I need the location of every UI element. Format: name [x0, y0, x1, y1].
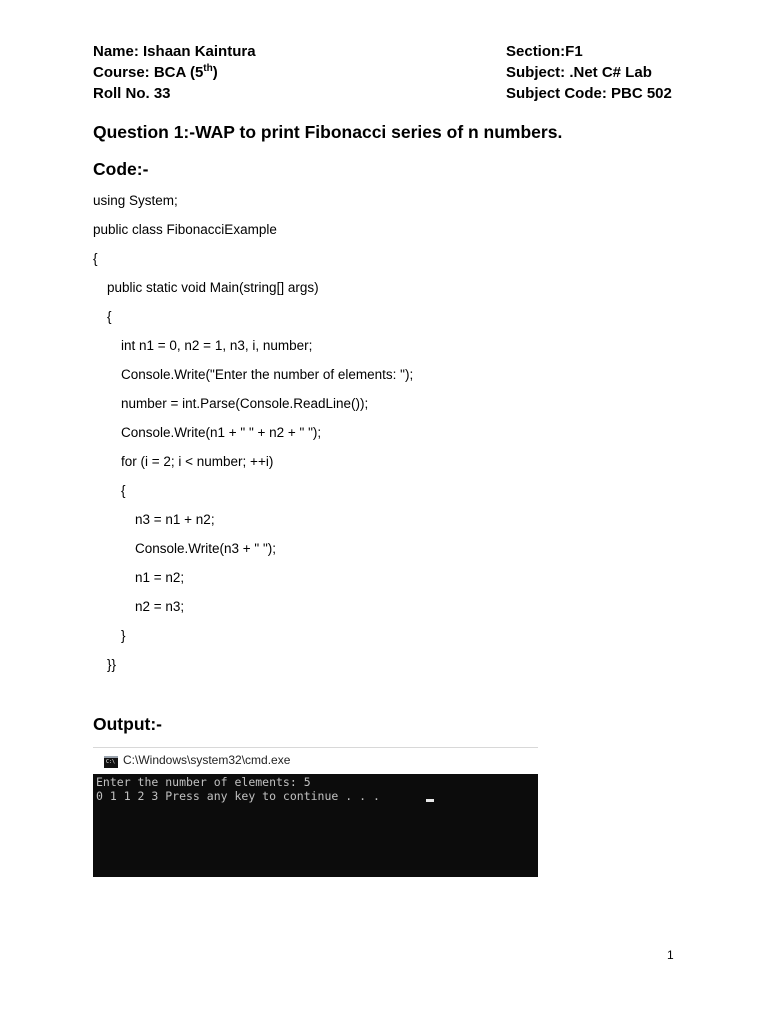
- subject: Subject: .Net C# Lab: [506, 64, 652, 81]
- code-line: public class FibonacciExample: [93, 222, 277, 237]
- code-line: using System;: [93, 193, 178, 208]
- code-line: for (i = 2; i < number; ++i): [121, 454, 274, 469]
- question-title: Question 1:-WAP to print Fibonacci series of n numbers.: [93, 122, 563, 142]
- code-line: }: [121, 628, 126, 643]
- section: Section:F1: [506, 43, 583, 60]
- code-line: n1 = n2;: [135, 570, 185, 585]
- course-prefix: Course: BCA (5: [93, 64, 204, 81]
- student-name: Name: Ishaan Kaintura: [93, 43, 256, 60]
- code-heading: Code:-: [93, 159, 149, 179]
- console-titlebar: [93, 747, 538, 774]
- page-number: 1: [667, 948, 674, 962]
- code-line: Console.Write("Enter the number of elements: ");: [121, 367, 414, 382]
- code-line: {: [93, 251, 98, 266]
- code-line: public static void Main(string[] args): [107, 280, 319, 295]
- code-line: Console.Write(n3 + " ");: [135, 541, 277, 556]
- code-line: }}: [107, 657, 117, 672]
- code-line: int n1 = 0, n2 = 1, n3, i, number;: [121, 338, 313, 353]
- code-line: n3 = n1 + n2;: [135, 512, 215, 527]
- code-line: Console.Write(n1 + " " + n2 + " ");: [121, 425, 322, 440]
- subject-code: Subject Code: PBC 502: [506, 85, 672, 102]
- code-line: number = int.Parse(Console.ReadLine());: [121, 396, 369, 411]
- header-row-1: [93, 43, 693, 65]
- console-output-line: Enter the number of elements: 5: [96, 775, 311, 789]
- console-title: C:\Windows\system32\cmd.exe: [123, 753, 291, 767]
- header-row-3: [93, 85, 693, 107]
- console-cursor: [426, 799, 434, 802]
- console-output-line: 0 1 1 2 3 Press any key to continue . . .: [96, 789, 380, 803]
- code-line: {: [107, 309, 112, 324]
- console-window-screenshot: [93, 747, 538, 877]
- course-superscript: th: [203, 63, 213, 74]
- course: [93, 64, 218, 81]
- roll-number: Roll No. 33: [93, 85, 171, 102]
- code-line: {: [121, 483, 126, 498]
- header-row-2: [93, 64, 693, 86]
- cmd-window-icon: [104, 756, 118, 768]
- cmd-icon-text: C:\: [106, 759, 116, 765]
- course-suffix: ): [212, 64, 218, 81]
- code-line: n2 = n3;: [135, 599, 185, 614]
- output-heading: Output:-: [93, 714, 162, 734]
